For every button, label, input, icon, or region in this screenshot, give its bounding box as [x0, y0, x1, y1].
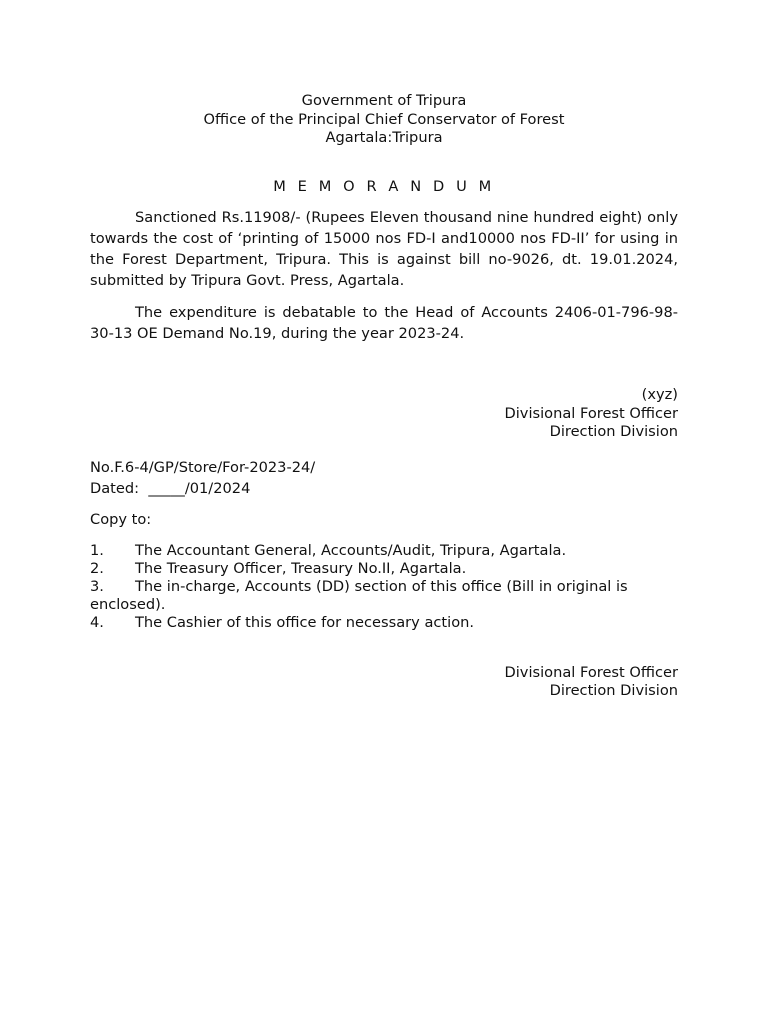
copy-to-label: Copy to: [90, 511, 152, 528]
copy-to-item [90, 560, 678, 578]
reference-number: No.F.6-4/GP/Store/For-2023-24/ [90, 459, 316, 476]
signature-division: Direction Division [549, 423, 678, 440]
copy-to-item [90, 578, 678, 614]
header-government: Government of Tripura [301, 92, 467, 109]
copy-to-item-text: The Accountant General, Accounts/Audit, Tripura, Agartala. [135, 542, 567, 559]
signature-designation: Divisional Forest Officer [504, 405, 678, 422]
copy-to-item-text: The in-charge, Accounts (DD) section of this office (Bill in original is enclosed). [90, 578, 628, 613]
copy-to-item-number: 2. [90, 560, 104, 577]
copy-to-item-text: The Treasury Officer, Treasury No.II, Agartala. [135, 560, 467, 577]
body-paragraph-sanction: Sanctioned Rs.11908/- (Rupees Eleven thousand nine hundred eight) only towards the cost of ‘printing of 15000 nos FD-I and10000 nos FD-II’ for using in the Forest Department, Tripura. This is against bill no-9026, dt. 19.01.2024, submitted by Tripura Govt. Press, Agartala. [90, 209, 678, 289]
signature-name: (xyz) [641, 386, 678, 403]
body-paragraph-expenditure: The expenditure is debatable to the Head of Accounts 2406-01-796-98-30-13 OE Demand No.19, during the year 2023-24. [90, 304, 678, 342]
memo-title: M E M O R A N D U M [273, 178, 495, 195]
closing-signature-designation: Divisional Forest Officer [504, 664, 678, 681]
header-office: Office of the Principal Chief Conservator of Forest [203, 111, 565, 128]
reference-dated: Dated: _____/01/2024 [90, 480, 251, 497]
header-location: Agartala:Tripura [325, 129, 443, 146]
copy-to-item-text: The Cashier of this office for necessary action. [135, 614, 475, 631]
copy-to-item [90, 542, 678, 560]
copy-to-item-number: 4. [90, 614, 104, 631]
copy-to-item [90, 614, 678, 632]
copy-to-item-number: 3. [90, 578, 104, 595]
copy-to-item-number: 1. [90, 542, 104, 559]
closing-signature-division: Direction Division [549, 682, 678, 699]
